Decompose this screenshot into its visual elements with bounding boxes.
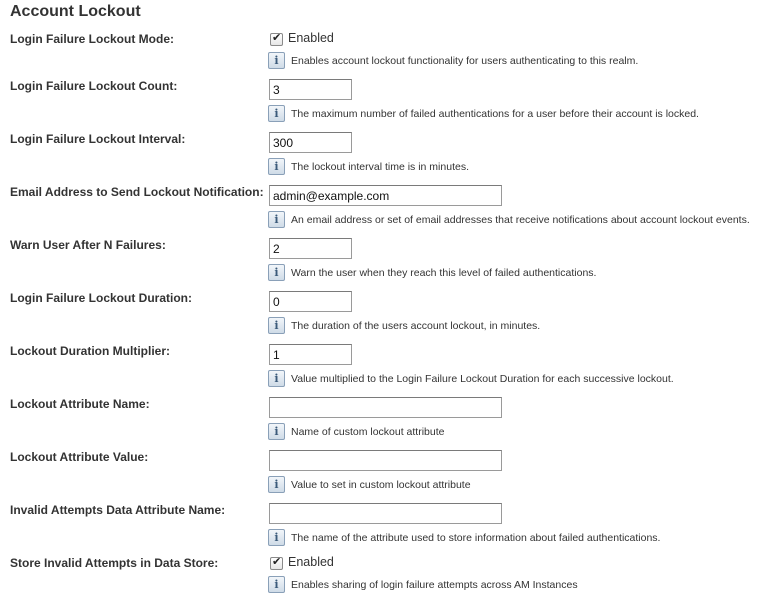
info-icon: i <box>268 52 285 69</box>
help-lockout-attribute-value: Value to set in custom lockout attribute <box>291 479 471 491</box>
label-lockout-attribute-value: Lockout Attribute Value: <box>10 450 149 464</box>
label-warn-user: Warn User After N Failures: <box>10 238 166 252</box>
info-icon: i <box>268 423 285 440</box>
page-title: Account Lockout <box>10 3 141 20</box>
label-invalid-attempts-attribute: Invalid Attempts Data Attribute Name: <box>10 503 226 517</box>
duration-multiplier-input[interactable] <box>269 344 352 365</box>
info-icon: i <box>268 476 285 493</box>
help-lockout-duration: The duration of the users account lockout, in minutes. <box>291 320 541 332</box>
label-duration-multiplier: Lockout Duration Multiplier: <box>10 344 170 358</box>
label-lockout-email: Email Address to Send Lockout Notification: <box>10 185 264 199</box>
help-warn-user: Warn the user when they reach this level of failed authentications. <box>291 267 597 279</box>
info-icon: i <box>268 576 285 593</box>
info-icon: i <box>268 211 285 228</box>
label-store-invalid-attempts: Store Invalid Attempts in Data Store: <box>10 556 219 570</box>
label-lockout-count: Login Failure Lockout Count: <box>10 79 178 93</box>
help-lockout-email: An email address or set of email addresses that receive notifications about account lockout events. <box>291 214 750 226</box>
lockout-mode-checkbox-label[interactable]: Enabled <box>288 31 334 45</box>
help-invalid-attempts-attribute: The name of the attribute used to store information about failed authentications. <box>291 532 661 544</box>
help-store-invalid-attempts: Enables sharing of login failure attempts across AM Instances <box>291 579 578 591</box>
lockout-interval-input[interactable] <box>269 132 352 153</box>
label-lockout-mode: Login Failure Lockout Mode: <box>10 32 174 46</box>
info-icon: i <box>268 317 285 334</box>
lockout-attribute-name-input[interactable] <box>269 397 502 418</box>
label-lockout-attribute-name: Lockout Attribute Name: <box>10 397 150 411</box>
store-invalid-attempts-checkbox[interactable] <box>270 557 283 570</box>
label-lockout-interval: Login Failure Lockout Interval: <box>10 132 186 146</box>
warn-user-input[interactable] <box>269 238 352 259</box>
help-lockout-count: The maximum number of failed authentications for a user before their account is locked. <box>291 108 699 120</box>
info-icon: i <box>268 370 285 387</box>
invalid-attempts-attribute-input[interactable] <box>269 503 502 524</box>
help-lockout-attribute-name: Name of custom lockout attribute <box>291 426 445 438</box>
lockout-count-input[interactable] <box>269 79 352 100</box>
lockout-email-input[interactable] <box>269 185 502 206</box>
lockout-attribute-value-input[interactable] <box>269 450 502 471</box>
info-icon: i <box>268 158 285 175</box>
help-lockout-interval: The lockout interval time is in minutes. <box>291 161 469 173</box>
info-icon: i <box>268 529 285 546</box>
store-invalid-attempts-checkbox-label[interactable]: Enabled <box>288 555 334 569</box>
info-icon: i <box>268 264 285 281</box>
help-lockout-mode: Enables account lockout functionality for users authenticating to this realm. <box>291 55 639 67</box>
info-icon: i <box>268 105 285 122</box>
lockout-mode-checkbox[interactable] <box>270 33 283 46</box>
lockout-duration-input[interactable] <box>269 291 352 312</box>
label-lockout-duration: Login Failure Lockout Duration: <box>10 291 192 305</box>
help-duration-multiplier: Value multiplied to the Login Failure Lockout Duration for each successive lockout. <box>291 373 674 385</box>
